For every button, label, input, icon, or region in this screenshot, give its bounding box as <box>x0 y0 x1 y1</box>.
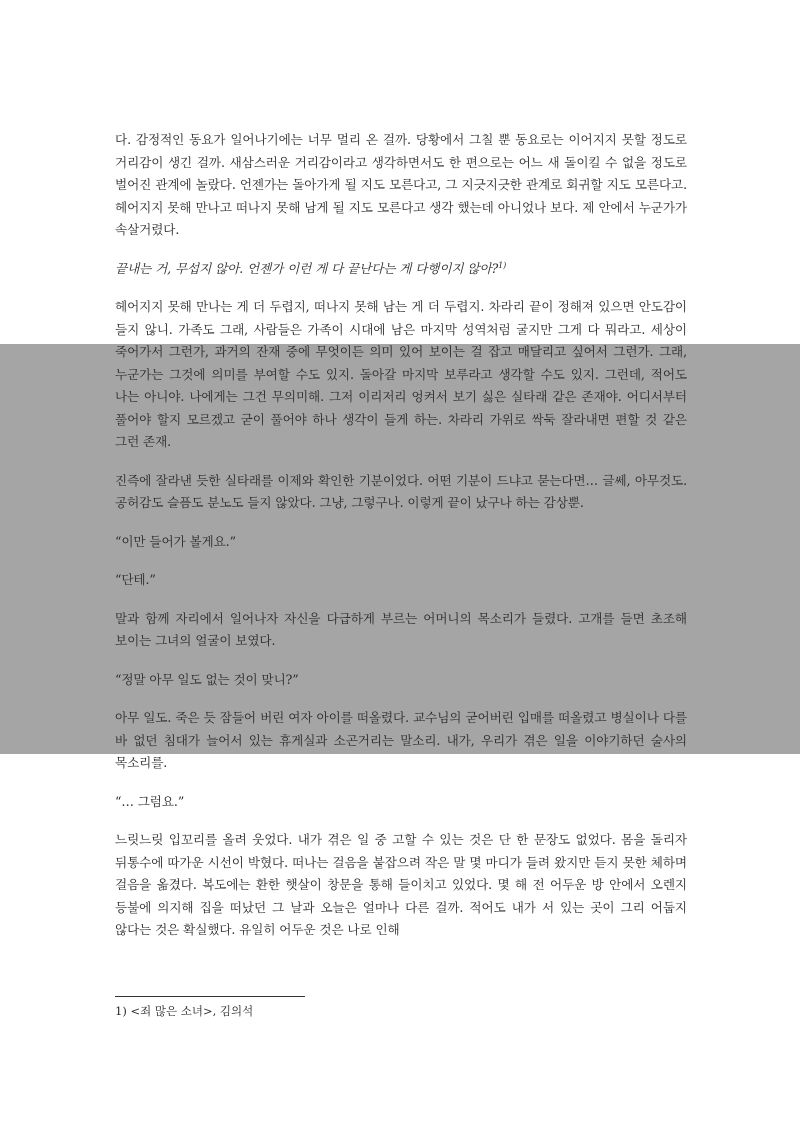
italic-quote-paragraph <box>115 258 687 281</box>
footnote-divider <box>115 996 305 997</box>
paragraph: 헤어지지 못해 만나는 게 더 두렵지, 떠나지 못해 남는 게 더 두렵지. 차라리 끝이 정해져 있으면 안도감이 들지 않니. 가족도 그래, 사람들은 가족이 시대에 남은 마지막 성역처럼 굴지만 그게 다 뭐라고. 세상이 죽어가서 그런가, 과거의 잔재 중에 무엇이든 의미 있어 보이는 걸 잡고 매달리고 싶어서 그런가. 그래, 누군가는 그것에 의미를 부여할 수도 있지. 돌아갈 마지막 보루라고 생각할 수도 있지. 그런데, 적어도 나는 아니야. 나에게는 그건 무의미해. 그저 이리저리 엉켜서 보기 싫은 실타래 같은 존재야. 어디서부터 풀어야 할지 모르겠고 굳이 풀어야 하나 생각이 들게 하는. 차라리 가위로 싹둑 잘라내면 편할 것 같은 그런 존재. <box>115 299 687 449</box>
paragraph: 말과 함께 자리에서 일어나자 자신을 다급하게 부르는 어머니의 목소리가 들렸다. 고개를 들면 초조해 보이는 그녀의 얼굴이 보였다. <box>115 610 687 648</box>
footnote-ref: 1) <box>498 260 507 270</box>
dialogue-line: “이만 들어가 볼게요.” <box>115 533 236 549</box>
dialogue-line: “단테.” <box>115 572 156 587</box>
quote-text: 끝내는 거, 무섭지 않아. 언젠가 이런 게 다 끝난다는 게 다행이지 않아? <box>115 260 499 276</box>
paragraph: 느릿느릿 입꼬리를 올려 웃었다. 내가 겪은 일 중 고할 수 있는 것은 단 한 문장도 없었다. 몸을 돌리자 뒤통수에 따가운 시선이 박혔다. 떠나는 걸음을 붙잡으려 작은 말 몇 마디가 들려 왔지만 듣지 못한 체하며 걸음을 옮겼다. 복도에는 환한 햇살이 창문을 통해 들이치고 있었다. 몇 해 전 어두운 방 안에서 오렌지 등불에 의지해 집을 떠났던 그 날과 오늘은 얼마나 다른 걸까. 적어도 내가 서 있는 곳이 그리 어둡지 않다는 것은 확실했다. 유일히 어두운 것은 나로 인해 <box>115 832 687 937</box>
paragraph: 진즉에 잘라낸 듯한 실타래를 이제와 확인한 기분이었다. 어떤 기분이 드냐고 묻는다면… 글쎄, 아무것도. 공허감도 슬픔도 분노도 들지 않았다. 그냥, 그렇구나. 이렇게 끝이 났구나 하는 감상뿐. <box>115 472 687 510</box>
footnote: 1) <죄 많은 소녀>, 김의석 <box>115 1004 254 1018</box>
dialogue-line: “… 그럼요.” <box>115 793 185 809</box>
paragraph: 다. 감정적인 동요가 일어나기에는 너무 멀리 온 걸까. 당황에서 그칠 뿐 동요로는 이어지지 못할 정도로 거리감이 생긴 걸까. 새삼스러운 거리감이라고 생각하면서도 한 편으로는 어느 새 돌이킬 수 없을 정도로 벌어진 관계에 놀랐다. 언젠가는 돌아가게 될 지도 모른다고, 그 지긋지긋한 관계로 회귀할 지도 모른다고. 헤어지지 못해 만나고 떠나지 못해 남게 될 지도 모른다고 생각 했는데 아니었나 보다. 제 안에서 누군가가 속살거렸다. <box>115 132 687 237</box>
body-text <box>115 129 687 958</box>
dialogue-line: “정말 아무 일도 없는 것이 맞니?” <box>115 671 299 687</box>
paragraph: 아무 일도. 죽은 듯 잠들어 버린 여자 아이를 떠올렸다. 교수님의 굳어버린 입매를 떠올렸고 병실이나 다를 바 없던 침대가 늘어서 있는 휴게실과 소곤거리는 말소리. 내가, 우리가 겪은 일을 이야기하던 술사의 목소리를. <box>115 710 687 770</box>
